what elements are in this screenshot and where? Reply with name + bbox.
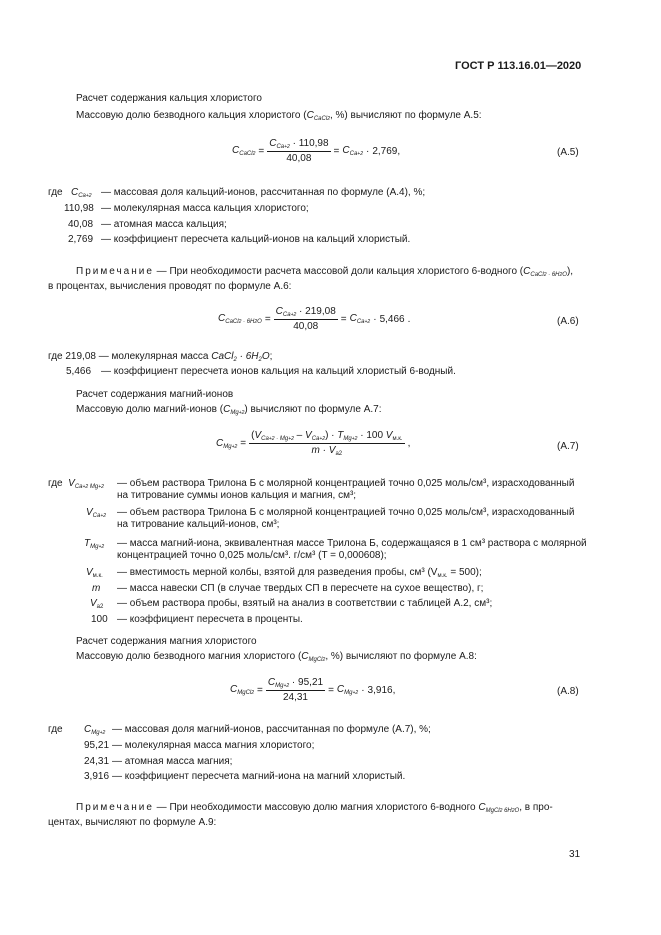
symbol-m: m bbox=[92, 583, 101, 594]
formula-a5: $C_{CaCl2}$ = $\frac{C_{Ca+2} \cdot 110,98}{40,08}$ = $C_{Ca+2}$ · 2,769, bbox=[232, 138, 401, 164]
definition-v-ca: — объем раствора Трилона Б с молярной концентрацией точно 0,025 моль/см³, израсходованный на титрование кальций-ионов, см³; bbox=[117, 507, 575, 530]
definition-gde-a5: где $C_{Ca+2}$ bbox=[48, 187, 92, 199]
equation-number-a6: (А.6) bbox=[557, 316, 579, 327]
section-title-magnesium-ions: Расчет содержания магний-ионов bbox=[76, 389, 234, 400]
equation-number-a8: (А.8) bbox=[557, 686, 579, 697]
definition-text: — коэффициент пересчета магний-иона на магний хлористый. bbox=[112, 771, 406, 782]
note-2-continuation: центах, вычисляют по формуле А.9: bbox=[48, 817, 217, 828]
definition-text: — атомная масса магния; bbox=[112, 756, 233, 767]
definition-ca-ion: — массовая доля кальций-ионов, рассчитанная по формуле (А.4), %; bbox=[101, 187, 426, 198]
note-1-continuation: в процентах, вычисления проводят по формуле А.6: bbox=[48, 281, 292, 292]
definition-v-total: — объем раствора Трилона Б с молярной концентрацией точно 0,025 моль/см³, израсходованный на титрование суммы ионов кальция и магния, см³; bbox=[117, 478, 575, 501]
formula-a7: $C_{Mg+2}$ = $\frac{(V_{Ca+2 \cdot Mg+2} - V_{Ca+2}) \cdot T_{Mg+2} \cdot 100 V_{м.к.}}{m \cdot V_{a2}}$ , bbox=[216, 430, 411, 457]
section-intro-magnesium-ions: Массовую долю магний-ионов $(C_{Mg+2})$ вычисляют по формуле А.7: bbox=[76, 404, 382, 416]
section-title-magnesium-chloride: Расчет содержания магния хлористого bbox=[76, 636, 257, 647]
definition-t-mg: — масса магний-иона, эквивалентная массе Трилона Б, содержащаяся в 1 см³ раствора с молярной концентрацией точно 0,025 моль/см³. г/см³ (T = 0,000608); bbox=[117, 538, 587, 561]
document-header: ГОСТ Р 113.16.01—2020 bbox=[455, 60, 582, 72]
definition-text: — коэффициент пересчета кальций-ионов на кальций хлористый. bbox=[101, 234, 411, 245]
definition-value: 40,08 bbox=[68, 219, 94, 230]
definition-m: — масса навески СП (в случае твердых СП в пересчете на сухое вещество), г; bbox=[117, 583, 484, 594]
formula-a6: $C_{CaCl2 \cdot 6H2O}$ = $\frac{C_{Ca+2} \cdot 219,08}{40,08}$ = $C_{Ca+2}$ · 5,466 . bbox=[218, 306, 411, 332]
definition-value: 5,466 bbox=[66, 366, 92, 377]
definition-value: 110,98 bbox=[64, 203, 94, 214]
symbol-v-mk: $V_{м.к.}$ bbox=[86, 567, 103, 579]
symbol-c-mg: $C_{Mg+2}$ bbox=[84, 724, 106, 736]
symbol-v-ca: $V_{Ca+2}$ bbox=[86, 507, 107, 519]
note-2: Примечание — При необходимости массовую долю магния хлористого 6-водного $C_{MgCl2 6H2O}$, в про- bbox=[76, 802, 553, 814]
definition-v-mk: — вместимость мерной колбы, взятой для разведения пробы, см³ $(V_{м.к.} = 500)$; bbox=[117, 567, 482, 579]
definition-text: — коэффициент пересчета в проценты. bbox=[117, 614, 303, 625]
section-title-calcium-chloride: Расчет содержания кальция хлористого bbox=[76, 93, 262, 104]
section-intro-calcium-chloride: Массовую долю безводного кальция хлористого ($C_{CaCl2}$, %) вычисляют по формуле А.5: bbox=[76, 110, 482, 122]
definition-v-a2: — объем раствора пробы, взятый на анализ в соответствии с таблицей А.2, см³; bbox=[117, 598, 493, 609]
definition-text: — атомная масса кальция; bbox=[101, 219, 227, 230]
note-1: Примечание — При необходимости расчета массовой доли кальция хлористого 6-водного $(C_{CaCl2 \cdot 6H2O})$, bbox=[76, 266, 574, 278]
definition-gde-a7: где $V_{Ca+2 Mg+2}$ bbox=[48, 478, 104, 490]
definition-value: 2,769 bbox=[68, 234, 94, 245]
definition-c-mg: — массовая доля магний-ионов, рассчитанная по формуле (А.7), %; bbox=[112, 724, 431, 735]
equation-number-a5: (А.5) bbox=[557, 147, 579, 158]
page-number: 31 bbox=[569, 849, 581, 860]
equation-number-a7: (А.7) bbox=[557, 441, 579, 452]
formula-a8: $C_{MgCl2}$ = $\frac{C_{Mg+2} \cdot 95,21}{24,31}$ = $C_{Mg+2}$ · 3,916, bbox=[230, 677, 396, 703]
symbol-v-a2: $V_{a2}$ bbox=[90, 598, 104, 610]
definition-value: 100 bbox=[91, 614, 108, 625]
definition-text: — молекулярная масса кальция хлористого; bbox=[101, 203, 309, 214]
definition-text: — коэффициент пересчета ионов кальция на кальций хлористый 6-водный. bbox=[101, 366, 456, 377]
definition-value: 24,31 bbox=[84, 756, 110, 767]
definition-mw-hexahydrate: где 219,08 — молекулярная масса CaCl$_2$ · $6H_2O$; bbox=[48, 351, 273, 363]
definition-text: — молекулярная масса магния хлористого; bbox=[112, 740, 315, 751]
definition-gde-a8: где bbox=[48, 724, 63, 735]
definition-value: 95,21 bbox=[84, 740, 110, 751]
definition-value: 3,916 bbox=[84, 771, 110, 782]
section-intro-magnesium-chloride: Массовую долю безводного магния хлористого ($C_{MgCl2}$, %) вычисляют по формуле А.8: bbox=[76, 651, 477, 663]
symbol-t-mg: $T_{Mg+2}$ bbox=[84, 538, 105, 550]
